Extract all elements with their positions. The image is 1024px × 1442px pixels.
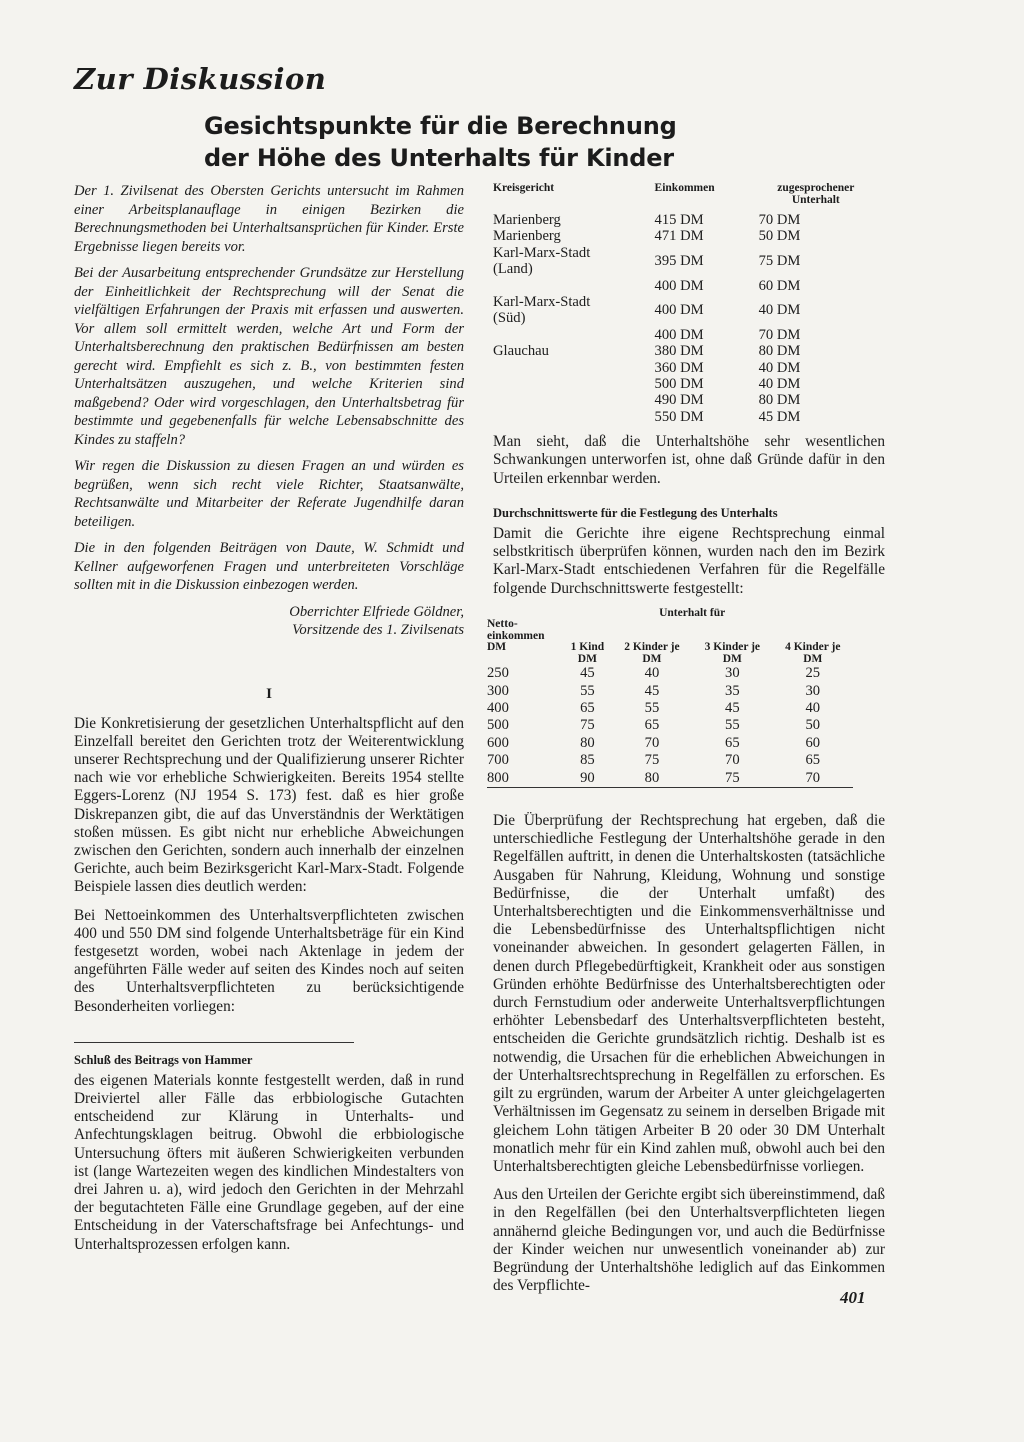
- unit-label: DM: [577, 652, 597, 665]
- col-header-2-kinder: 2 Kinder je: [624, 641, 680, 654]
- court-cell: [493, 327, 615, 343]
- support-cell: 65: [580, 700, 595, 717]
- table-row: [493, 294, 873, 327]
- support-cell: 40 DM: [758, 359, 801, 376]
- table-row: [493, 212, 873, 228]
- income-cell: 300: [487, 682, 509, 699]
- table-row: [493, 343, 873, 359]
- intro-paragraph-1: Der 1. Zivilsenat des Obersten Gerichts untersucht im Rahmen einer Arbeitsplanauflage in einigen Bezirken die Berechnungsmethoden bei Unterhaltsansprüchen für Kinder. Erste Ergebnisse liegen bereits vor.: [74, 183, 464, 255]
- income-cell: 471 DM: [654, 228, 704, 245]
- support-cell: 80: [644, 769, 660, 786]
- court-cell: Karl-Marx-Stadt (Land): [493, 244, 591, 278]
- col-header-4-kinder: 4 Kinder je: [785, 641, 841, 654]
- right-paragraph-1: Man sieht, daß die Unterhaltshöhe sehr wesentlichen Schwankungen unterworfen ist, ohne daß Gründe dafür in den Urteilen erkennbar werden.: [493, 433, 885, 487]
- court-income-table: [493, 182, 873, 425]
- income-cell: 550 DM: [654, 408, 704, 425]
- support-cell: 75 DM: [758, 253, 801, 270]
- left-column: [74, 182, 464, 1264]
- table-row: [487, 735, 853, 752]
- income-cell: 800: [487, 769, 509, 786]
- table-row: [493, 228, 873, 244]
- table-row: [493, 278, 873, 294]
- support-cell: 35: [725, 682, 740, 699]
- table-row: [487, 683, 853, 700]
- section-paragraph-1: Die Konkretisierung der gesetzlichen Unterhaltspflicht auf den Einzelfall bereitet den Gerichten trotz der Weiterentwicklung unserer Rechtsprechung und der Qualifizierung unserer Richter nach wie vor erhebliche Schwierigkeiten. Bereits 1954 stellte Eggers-Lorenz (NJ 1954 S. 173) fest. daß es hier große Diskrepanzen gibt, die auf das Unverständnis der Werktätigen stoßen müssen. Es gibt nicht nur erhebliche Abweichungen zwischen den Gerichten, sondern auch innerhalb der einzelnen Gerichte, auch beim Bezirksgericht Karl-Marx-Stadt. Folgende Beispiele lassen dies deutlich werden:: [74, 714, 464, 896]
- averages-heading: Durchschnittswerte für die Festlegung des Unterhalts: [493, 505, 778, 520]
- table-row: [487, 752, 853, 769]
- support-cell: 85: [580, 752, 595, 769]
- court-cell: [493, 278, 615, 294]
- income-cell: 395 DM: [654, 253, 704, 270]
- support-cell: 55: [644, 700, 660, 717]
- support-cell: 40: [644, 665, 660, 682]
- support-cell: 80 DM: [758, 392, 801, 409]
- table-row: [493, 409, 873, 425]
- table-row: [493, 327, 873, 343]
- income-cell: 400 DM: [654, 277, 704, 294]
- right-paragraph-4: Aus den Urteilen der Gerichte ergibt sich übereinstimmend, daß in den Regelfällen (bei den Unterhaltsverpflichteten liegen annähernd gleiche Bedingungen vor, und auch die Bedürfnisse der Kinder weichen nur unwesentlich voneinander ab) zur Begründung der Unterhaltshöhe lediglich auf das Einkommen des Verpflichte-: [493, 1186, 885, 1295]
- support-cell: 25: [805, 665, 821, 682]
- signature-title: Vorsitzende des 1. Zivilsenats: [292, 622, 464, 638]
- col-header-3-kinder: 3 Kinder je: [704, 641, 761, 654]
- income-cell: 360 DM: [654, 359, 704, 376]
- intro-paragraph-4: Die in den folgenden Beiträgen von Daute, W. Schmidt und Kellner aufgeworfenen Fragen und unterbreiteten Vorschläge sollten mit in die Diskussion einbezogen werden.: [74, 540, 464, 593]
- support-cell: 50 DM: [758, 228, 801, 245]
- intro-paragraph-3: Wir regen die Diskussion zu diesen Fragen an und würden es begrüßen, wenn sich recht viele Richter, Staatsanwälte, Rechtsanwälte und Mitarbeiter der Referate Jugendhilfe daran beteiligen.: [74, 458, 464, 530]
- col-header-1-kind: 1 Kind: [570, 641, 605, 654]
- support-cell: 45 DM: [758, 408, 801, 425]
- right-paragraph-3: Die Überprüfung der Rechtsprechung hat ergeben, daß die unterschiedliche Festlegung der Unterhaltshöhe gerade in den Regelfällen auftritt, in denen die Unterhaltskosten (tatsächliche Ausgaben für Nahrung, Kleidung, Wohnung und sonstige Bedürfnisse, die der Unterhalt umfaßt) des Unterhaltsberechtigten und die Einkommensverhältnisse und die Lebensbedürfnisse des Unterhaltspflichtigen nicht voneinander abweichen. In gesondert gelagerten Fällen, in denen durch Pflegebedürftigkeit, Krankheit oder aus sonstigen Gründen erhöhte Bedürfnisse des Unterhaltsberechtigten oder durch Fernstudium oder anderweite Unterhaltsverpflichtungen erhöhter Lebensbedarf des Unterhaltsverpflichteten besteht, entscheiden die Gerichte grundsätzlich richtig. Deshalb ist es notwendig, die Ursachen für die erheblichen Abweichungen in der Unterhaltsrechtsprechung in Regelfällen zu erforschen. Es gilt zu ergründen, warum der Arbeiter A unter gleichgelagerten Verhältnissen im Gegensatz zu seinem in derselben Brigade mit gleichem Lohn tätigen Arbeiter B 20 oder 30 DM Unterhalt monatlich mehr für ein Kind zahlen muß, obwohl auch bei den Unterhaltsberechtigten gleiche Lebensbedürfnisse vorliegen.: [493, 812, 885, 1175]
- averages-table: [487, 608, 853, 792]
- col-header-netto: Netto-einkommen DM: [487, 618, 545, 654]
- support-cell: 70 DM: [758, 326, 801, 343]
- section-numeral: I: [266, 685, 272, 702]
- court-cell: [493, 376, 615, 392]
- divider-rule: [74, 1042, 354, 1043]
- table-header-row: [493, 182, 873, 212]
- court-cell: Karl-Marx-Stadt (Süd): [493, 294, 591, 327]
- table-row: [487, 770, 853, 788]
- headline-line-2: der Höhe des Unterhalts für Kinder: [204, 144, 674, 172]
- income-cell: 380 DM: [654, 343, 704, 360]
- income-cell: 400 DM: [654, 326, 704, 343]
- table-row: [487, 665, 853, 682]
- support-cell: 50: [805, 717, 821, 734]
- income-cell: 500 DM: [654, 376, 704, 393]
- income-cell: 500: [487, 717, 509, 734]
- unit-label: DM: [642, 652, 662, 665]
- col-header-einkommen: Einkommen: [654, 182, 715, 194]
- unit-label: DM: [722, 652, 742, 665]
- table-row: [493, 360, 873, 376]
- support-cell: 30: [725, 665, 740, 682]
- support-cell: 75: [644, 752, 660, 769]
- page-number: 401: [840, 1288, 866, 1307]
- section-paragraph-2: Bei Nettoeinkommen des Unterhaltsverpflichteten zwischen 400 und 550 DM sind folgende Unterhaltsbeträge für ein Kind festgesetzt worden, wobei nach Aktenlage in jedem der angeführten Fälle weder auf seiten des Kindes noch auf seiten des Unterhaltsverpflichteten zu berücksichtigende Besonderheiten vorliegen:: [74, 906, 464, 1015]
- col-header-kreisgericht: Kreisgericht: [493, 182, 555, 194]
- income-cell: 600: [487, 734, 509, 751]
- support-cell: 45: [580, 665, 595, 682]
- right-paragraph-2: Damit die Gerichte ihre eigene Rechtsprechung einmal selbstkritisch überprüfen können, wurden nach den im Bezirk Karl-Marx-Stadt entschiedenen Verfahren für die Regelfälle folgende Durchschnittswerte festgestellt:: [493, 524, 885, 597]
- support-cell: 65: [805, 752, 821, 769]
- support-cell: 55: [725, 717, 740, 734]
- support-cell: 90: [580, 769, 595, 786]
- span-header: Unterhalt für: [659, 606, 726, 619]
- court-cell: [493, 360, 615, 376]
- support-cell: 40 DM: [758, 376, 801, 393]
- support-cell: 75: [580, 717, 595, 734]
- court-cell: Marienberg: [493, 212, 561, 228]
- income-cell: 400 DM: [654, 302, 704, 319]
- table-row: [487, 700, 853, 717]
- support-cell: 65: [725, 734, 740, 751]
- table-row: [493, 245, 873, 278]
- signature-name: Oberrichter Elfriede Göldner,: [289, 603, 464, 620]
- support-cell: 40 DM: [758, 302, 801, 319]
- table-row: [487, 717, 853, 734]
- support-cell: 70: [805, 769, 821, 786]
- support-cell: 60: [805, 734, 821, 751]
- court-cell: Marienberg: [493, 228, 561, 245]
- article-headline: [204, 110, 904, 174]
- support-cell: 70 DM: [758, 212, 801, 228]
- signature: [74, 603, 464, 640]
- table-row: [493, 376, 873, 392]
- support-cell: 30: [805, 682, 821, 699]
- support-cell: 70: [644, 734, 660, 751]
- court-cell: Glauchau: [493, 343, 549, 360]
- hammer-paragraph: des eigenen Materials konnte festgestellt werden, daß in rund Dreiviertel aller Fälle das erbbiologische Gutachten entscheidend zur Klärung in Unterhalts- und Anfechtungsklagen beitrug. Obwohl die erbbiologische Untersuchung öfters mit äußeren Schwierigkeiten verbunden ist (lange Wartezeiten wegen des kindlichen Mindestalters von drei Jahren u. a), wird jedoch den Gerichten in der Mehrzahl der begutachteten Fälle eine Grundlage gegeben, auf der eine Entscheidung in der Vaterschaftsfrage bei Anfechtungs- und Unterhaltsprozessen erfolgen kann.: [74, 1071, 464, 1253]
- section-rubric: Zur Diskussion: [74, 62, 327, 96]
- support-cell: 70: [725, 752, 740, 769]
- table-bottom-rule: [487, 788, 853, 793]
- support-cell: 45: [644, 682, 660, 699]
- table-row: [493, 392, 873, 408]
- support-cell: 80 DM: [758, 343, 801, 360]
- support-cell: 75: [725, 769, 740, 786]
- support-cell: 60 DM: [758, 277, 801, 294]
- income-cell: 490 DM: [654, 392, 704, 409]
- headline-line-1: Gesichtspunkte für die Berechnung: [204, 112, 677, 140]
- court-cell: [493, 392, 615, 408]
- support-cell: 40: [805, 700, 821, 717]
- support-cell: 45: [725, 700, 740, 717]
- intro-paragraph-2: Bei der Ausarbeitung entsprechender Grundsätze zur Herstellung der Einheitlichkeit der Rechtsprechung will der Senat die vielfältigen Erfahrungen der Praxis mit erfassen und auswerten. Vor allem soll ermittelt werden, welche Art und Form der Unterhaltsberechnung den praktischen Bedürfnissen am besten gerecht wird. Empfiehlt es sich z. B., von bestimmten festen Unterhaltsätzen auszugehen, und welche Kriterien sind maßgebend? Oder wird vorgeschlagen, den Unterhaltsbetrag für bestimmte und gegebenenfalls für welche Lebensabschnitte des Kindes zu staffeln?: [74, 265, 464, 448]
- col-header-unterhalt: zugesprochener Unterhalt: [777, 182, 855, 206]
- income-cell: 415 DM: [654, 212, 704, 228]
- support-cell: 55: [580, 682, 595, 699]
- income-cell: 700: [487, 752, 509, 769]
- hammer-heading: Schluß des Beitrags von Hammer: [74, 1052, 253, 1067]
- support-cell: 65: [644, 717, 660, 734]
- unit-label: DM: [803, 652, 823, 665]
- support-cell: 80: [580, 734, 595, 751]
- court-cell: [493, 409, 615, 425]
- right-column: [487, 182, 885, 1305]
- income-cell: 400: [487, 700, 509, 717]
- income-cell: 250: [487, 665, 509, 682]
